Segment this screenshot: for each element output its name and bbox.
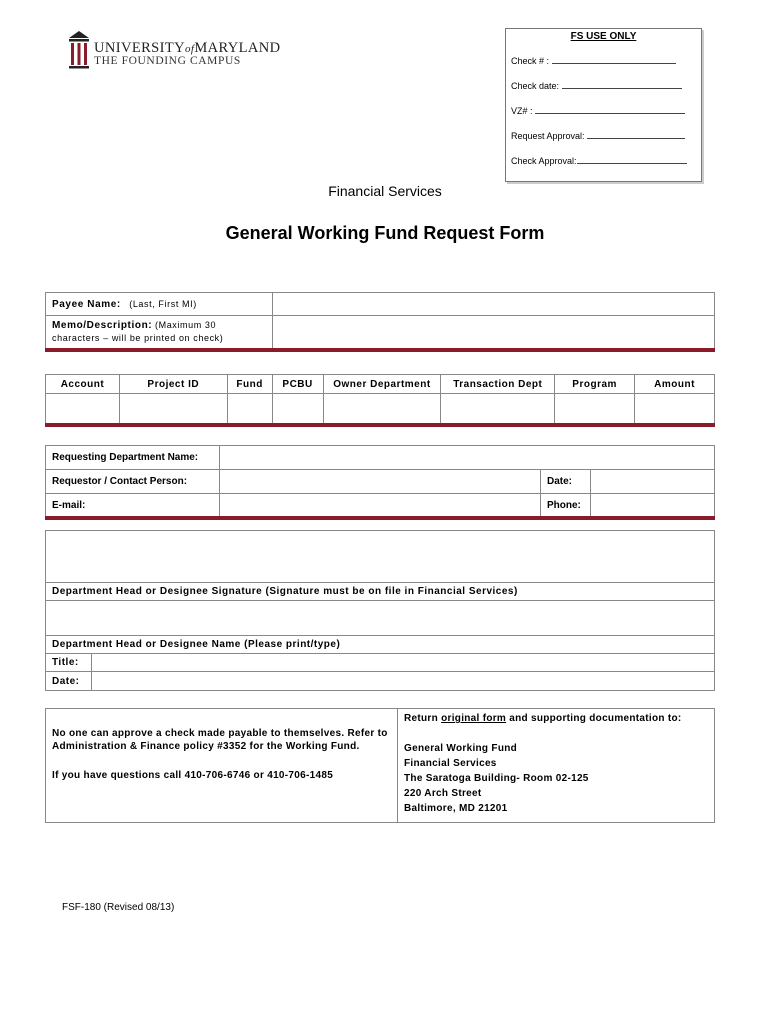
designee-name-input[interactable] [46, 601, 715, 636]
logo-university-name: UNIVERSITYofMARYLAND [94, 40, 281, 56]
signature-label: Department Head or Designee Signature (Signature must be on file in Financial Services) [46, 583, 715, 601]
section-divider [45, 348, 715, 352]
payee-table [45, 292, 715, 349]
memo-description-label: Memo/Description: (Maximum 30 characters – will be printed on check) [46, 316, 273, 349]
address-line: Baltimore, MD 21201 [404, 803, 508, 814]
payee-name-label: Payee Name: (Last, First MI) [46, 293, 273, 316]
amount-input[interactable] [635, 394, 715, 424]
address-line: 220 Arch Street [404, 788, 482, 799]
approval-date-label: Date: [46, 672, 92, 691]
section-divider [45, 423, 715, 427]
address-line: Financial Services [404, 758, 497, 769]
email-input[interactable] [220, 494, 541, 518]
pcbu-input[interactable] [272, 394, 323, 424]
requesting-department-input[interactable] [220, 446, 715, 470]
policy-text: No one can approve a check made payable to themselves. Refer to Administration & Finance policy #3352 for the Working Fund. [52, 728, 388, 752]
section-divider [45, 516, 715, 520]
program-input[interactable] [555, 394, 635, 424]
fs-use-only-box [505, 28, 702, 182]
date-input[interactable] [591, 470, 715, 494]
address-line: General Working Fund [404, 743, 518, 754]
account-table [45, 374, 715, 424]
col-pcbu: PCBU [272, 375, 323, 394]
department-heading: Financial Services [328, 183, 442, 199]
address-line: The Saratoga Building- Room 02-125 [404, 773, 589, 784]
questions-text: If you have questions call 410-706-6746 or 410-706-1485 [52, 770, 334, 781]
fund-input[interactable] [227, 394, 272, 424]
contact-person-label: Requestor / Contact Person: [46, 470, 220, 494]
project-id-input[interactable] [119, 394, 227, 424]
requesting-department-label: Requesting Department Name: [46, 446, 220, 470]
col-amount: Amount [635, 375, 715, 394]
col-owner-department: Owner Department [323, 375, 441, 394]
university-columns-icon [68, 30, 90, 70]
col-fund: Fund [227, 375, 272, 394]
check-date-field[interactable]: Check date: [511, 81, 682, 91]
policy-notes [46, 709, 398, 823]
account-table-header [46, 375, 715, 394]
requestor-table [45, 445, 715, 518]
logo-founding-campus: THE FOUNDING CAMPUS [94, 55, 241, 67]
payee-name-input[interactable] [273, 293, 715, 316]
transaction-dept-input[interactable] [441, 394, 555, 424]
check-approval-field[interactable]: Check Approval: [511, 156, 687, 166]
col-transaction-dept: Transaction Dept [441, 375, 555, 394]
return-text: Return original form and supporting documentation to: [404, 713, 682, 724]
col-account: Account [46, 375, 120, 394]
date-label: Date: [541, 470, 591, 494]
vz-number-field[interactable]: VZ# : [511, 106, 685, 116]
col-project-id: Project ID [119, 375, 227, 394]
university-logo [68, 30, 281, 72]
form-code: FSF-180 (Revised 08/13) [62, 902, 175, 913]
title-input[interactable] [92, 654, 715, 672]
memo-description-input[interactable] [273, 316, 715, 349]
signature-box[interactable] [46, 531, 715, 583]
col-program: Program [555, 375, 635, 394]
table-row [46, 394, 715, 424]
fs-use-only-title: FS USE ONLY [570, 31, 637, 42]
return-instructions [398, 709, 715, 823]
designee-name-label: Department Head or Designee Name (Please print/type) [46, 636, 715, 654]
title-label: Title: [46, 654, 92, 672]
contact-person-input[interactable] [220, 470, 541, 494]
notes-table [45, 708, 715, 823]
approval-table [45, 530, 715, 691]
phone-input[interactable] [591, 494, 715, 518]
check-number-field[interactable]: Check # : [511, 56, 676, 66]
approval-date-input[interactable] [92, 672, 715, 691]
account-input[interactable] [46, 394, 120, 424]
request-approval-field[interactable]: Request Approval: [511, 131, 685, 141]
owner-department-input[interactable] [323, 394, 441, 424]
phone-label: Phone: [541, 494, 591, 518]
form-title: General Working Fund Request Form [225, 223, 545, 243]
mailing-address [404, 741, 708, 816]
email-label: E-mail: [46, 494, 220, 518]
